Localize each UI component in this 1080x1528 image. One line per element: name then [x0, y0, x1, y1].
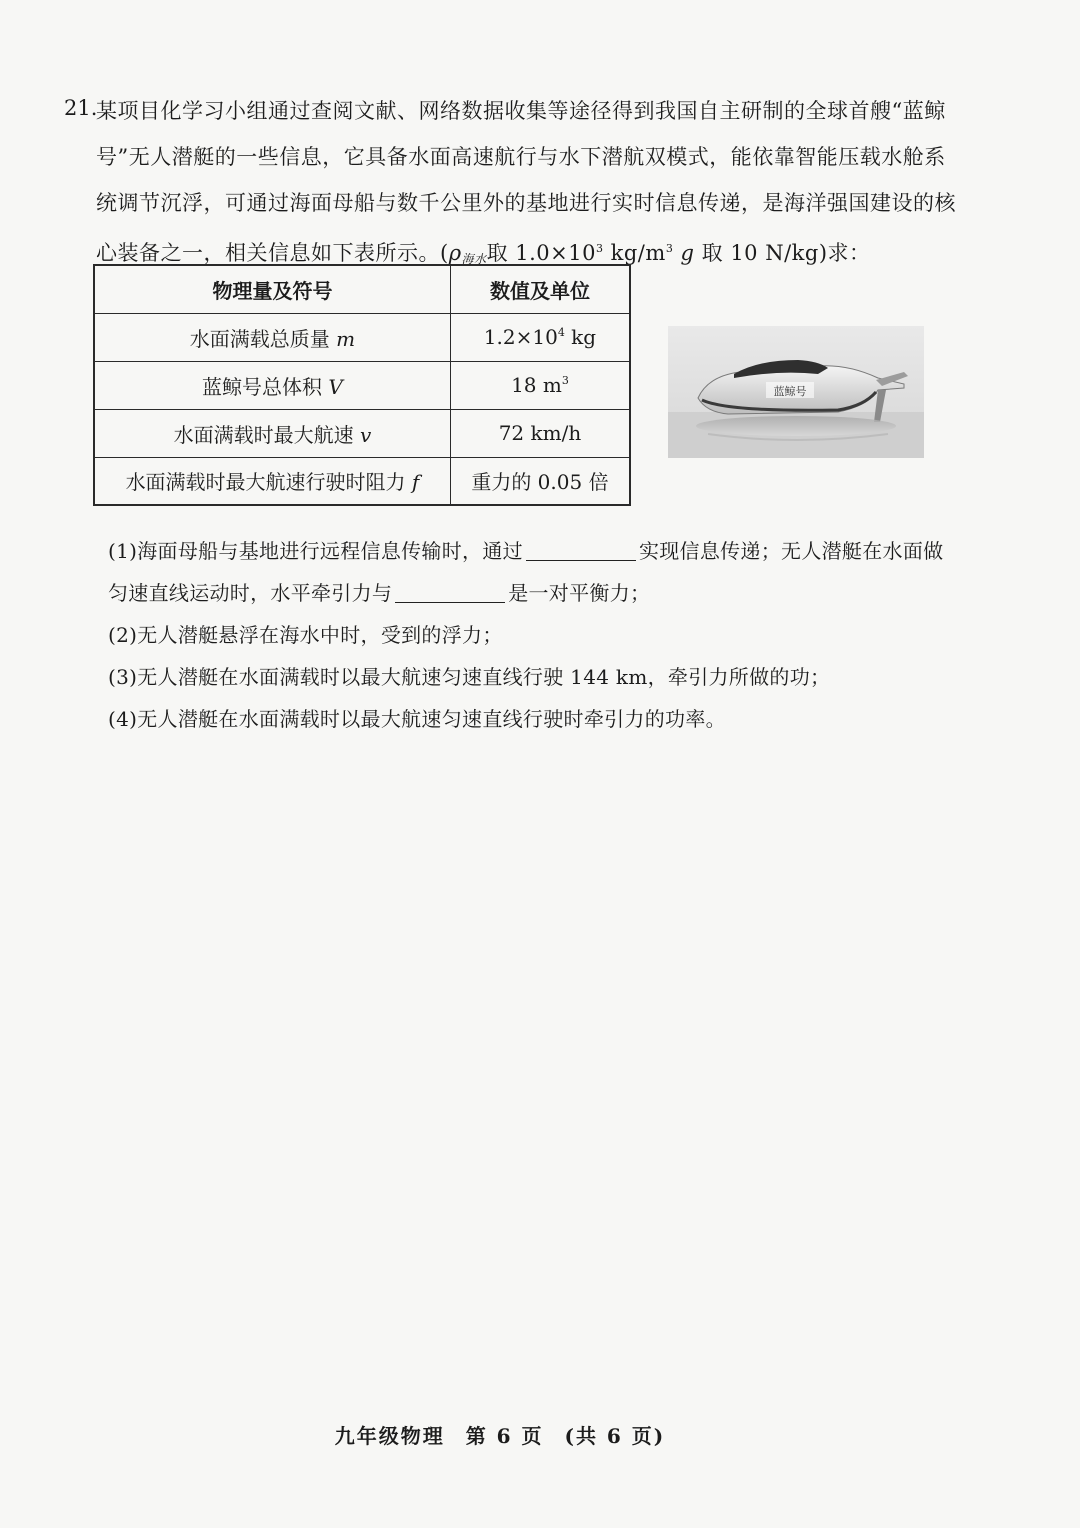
sub-question-2: (2)无人潜艇悬浮在海水中时，受到的浮力；: [108, 623, 503, 647]
quantity-label: 水面满载总质量: [189, 326, 330, 351]
table-row: [94, 457, 630, 505]
value-exponent: 4: [557, 326, 565, 339]
value-unit: kg: [564, 325, 597, 349]
sub-question-4: (4)无人潜艇在水面满载时以最大航速匀速直线行驶时牵引力的功率。: [108, 707, 726, 731]
q1-text-3: 是一对平衡力；: [508, 581, 651, 605]
footer-total: (共 6 页): [564, 1424, 666, 1448]
quantity-symbol: f: [411, 470, 420, 495]
quantity-symbol: v: [359, 422, 372, 447]
intro-text-3: kg/m: [603, 241, 666, 265]
table-header-row: [94, 265, 630, 313]
table-row: [94, 361, 630, 409]
question-intro: [96, 88, 956, 282]
rho-subscript: 海水: [461, 252, 487, 266]
table-row: [94, 409, 630, 457]
value-cell: [450, 457, 630, 505]
quantity-cell: [94, 457, 450, 505]
page-footer: [0, 1420, 1000, 1449]
intro-text-4: 取 10 N/kg)求：: [701, 241, 871, 265]
intro-text-2: 取 1.0×10: [486, 241, 596, 265]
rho-symbol: ρ: [448, 241, 462, 265]
value-cell: [450, 409, 630, 457]
quantity-symbol: V: [328, 374, 343, 399]
quantity-cell: [94, 313, 450, 361]
quantity-symbol: m: [336, 326, 356, 351]
value-cell: [450, 361, 630, 409]
answer-blank-1[interactable]: [526, 539, 636, 561]
value-text: 72 km/h: [498, 421, 582, 445]
sub-question-3: (3)无人潜艇在水面满载时以最大航速匀速直线行驶 144 km，牵引力所做的功；: [108, 665, 831, 689]
value-exponent: 3: [561, 374, 569, 387]
answer-blank-2[interactable]: [395, 581, 505, 603]
g-symbol: g: [680, 241, 695, 265]
quantity-cell: [94, 361, 450, 409]
header-value: 数值及单位: [450, 265, 630, 313]
question-number: 21.: [64, 96, 98, 120]
sub-question-1: [66, 530, 956, 614]
footer-page: 第 6 页: [465, 1424, 544, 1448]
quantity-label: 水面满载时最大航速行驶时阻力: [125, 470, 406, 495]
intro-text-1: 某项目化学习小组通过查阅文献、网络数据收集等途径得到我国自主研制的全球首艘“蓝鲸号”无人潜艇的一些信息，它具备水面高速航行与水下潜航双模式，能依靠智能压载水舱系统调节沉浮，可通过海面母船与数千公里外的基地进行实时信息传递，是海洋强国建设的核心装备之一，相关信息如下表所示。(: [96, 99, 956, 265]
value-text: 1.2×10: [483, 325, 558, 349]
boat-photo: [668, 326, 924, 458]
value-text: 18 m: [511, 373, 562, 397]
rho-exponent: 3: [595, 242, 604, 255]
quantity-cell: [94, 409, 450, 457]
volume-unit-exponent: 3: [665, 242, 674, 255]
physics-data-table: [93, 264, 631, 506]
quantity-label: 水面满载时最大航速: [173, 422, 354, 447]
q1-text-2: 实现信息传递；无人潜艇在水面做匀速直线运动时，水平牵引力与: [108, 539, 944, 605]
quantity-label: 蓝鲸号总体积: [202, 374, 323, 399]
footer-subject: 九年级物理: [334, 1424, 445, 1448]
value-text: 重力的 0.05 倍: [471, 470, 609, 495]
header-quantity: 物理量及符号: [94, 265, 450, 313]
q1-text-1: (1)海面母船与基地进行远程信息传输时，通过: [108, 539, 523, 563]
value-cell: [450, 313, 630, 361]
table-row: [94, 313, 630, 361]
boat-label: 蓝鲸号: [773, 385, 807, 398]
